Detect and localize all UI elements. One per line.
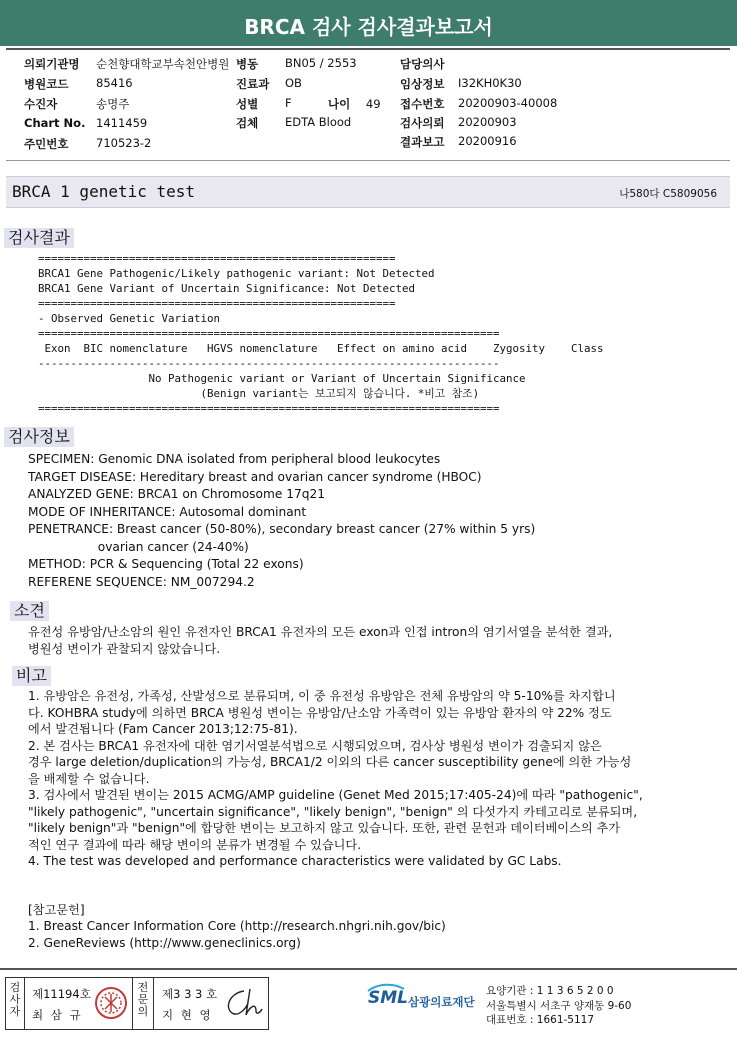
result-line-3: ======================================================= [38,297,396,310]
age-field [328,96,381,112]
specialist-license: 제3 3 3 호 [162,987,218,1001]
examiner-name: 최 삼 규 [32,1008,83,1022]
header-mid-value-3: EDTA Blood [285,115,352,129]
address-line-0: 요양기관 : 1 1 3 6 5 2 0 0 [486,985,614,997]
logo-swoosh-icon [366,983,406,993]
result-line-9: (Benign variant는 보고되지 않습니다. *비고 참조) [38,387,480,400]
header-left-value-1: 85416 [96,76,133,90]
age-label: 나이 [328,97,351,111]
header-mid-label-3: 검체 [236,116,259,130]
examiner-license: 제11194호 [32,987,91,1001]
remarks-line-5: 을 배제할 수 없습니다. [28,771,150,786]
info-line-5: ovarian cancer (24-40%) [28,539,249,554]
vertical-char-1: 사 [9,993,21,1006]
remarks-line-0: 1. 유방암은 유전성, 가족성, 산발성으로 분류되며, 이 중 유전성 유방암은 전체 유방암의 약 5-10%를 차지합니 [28,689,616,703]
remarks-line-3: 2. 본 검사는 BRCA1 유전자에 대한 염기서열분석법으로 시행되었으며, 검사상 병원성 변이가 검출되지 않은 [28,738,602,753]
header-mid-value-1: OB [285,76,302,90]
header-right-label-1: 임상정보 [400,77,445,91]
header-left-value-3: 1411459 [96,116,148,130]
examiner-vertical-label [8,982,22,1018]
references-list [28,918,446,952]
remarks-line-6: 3. 검사에서 발견된 변이는 2015 ACMG/AMP guideline (Genet Med 2015;17:405-24)에 따라 "pathogenic", [28,788,643,802]
header-right-label-0: 담당의사 [400,57,445,71]
org-name: 삼광의료재단 [408,995,475,1009]
info-line-3: MODE OF INHERITANCE: Autosomal dominant [28,504,307,519]
info-line-4: PENETRANCE: Breast cancer (50-80%), secondary breast cancer (27% within 5 yrs) [28,522,536,536]
header-left-value-0: 순천향대학교부속천안병원 [96,57,230,71]
header-left-label-4: 주민번호 [24,137,69,151]
result-line-5: ======================================================================= [38,327,500,340]
info-line-2: ANALYZED GENE: BRCA1 on Chromosome 17q21 [28,487,325,501]
vertical-char-2: 자 [9,1005,21,1018]
info-line-7: REFERENE SEQUENCE: NM_007294.2 [28,574,255,589]
specialist-name: 지 현 영 [162,1008,213,1022]
remarks-block [28,688,643,870]
sig-divider-1 [24,977,25,1030]
header-left-label-2: 수진자 [24,97,58,111]
result-line-1: BRCA1 Gene Pathogenic/Likely pathogenic variant: Not Detected [38,267,435,280]
remarks-line-2: 에서 발견됩니다 (Fam Cancer 2013;12:75-81). [28,722,298,736]
header-left-label-3: Chart No. [24,116,86,130]
test-code: 나580다 C5809056 [619,188,717,200]
header-right-value-2: 20200903-40008 [458,96,558,110]
opinion-block [28,624,612,657]
header-right-value-1: I32KH0K30 [458,76,522,90]
header-left-value-4: 710523-2 [96,136,152,150]
remarks-line-4: 경우 large deletion/duplication의 가능성, BRCA1/2 이외의 다른 cancer susceptibility gene에 의한 가능성 [28,755,632,769]
header-left-value-2: 송명주 [96,97,130,111]
header-top-rule [6,48,730,50]
result-line-10: ======================================================================= [38,402,500,415]
result-line-2: BRCA1 Gene Variant of Uncertain Significance: Not Detected [38,282,416,295]
header-right-value-3: 20200903 [458,115,517,129]
handwritten-signature [222,985,264,1021]
sml-logo: SML [368,988,408,1008]
info-line-6: METHOD: PCR & Sequencing (Total 22 exons) [28,557,304,571]
header-mid-label-2: 성별 [236,97,259,111]
header-mid-value-2: F [285,96,292,110]
result-line-8: No Pathogenic variant or Variant of Uncertain Significance [38,372,526,385]
org-address-block [486,984,631,1028]
header-mid-label-0: 병동 [236,57,259,71]
remarks-line-7: "likely pathogenic", "uncertain significance", "likely benign", "benign" 의 다섯가지 카테고리로 분류되며, [28,804,638,819]
result-heading: 검사결과 [4,228,74,248]
result-line-4: - Observed Genetic Variation [38,312,221,325]
report-title: BRCA 검사 검사결과보고서 [0,0,737,46]
result-line-7: ----------------------------------------------------------------------- [38,357,500,370]
result-line-0: ======================================================= [38,252,396,265]
header-bottom-rule [6,160,730,161]
info-heading: 검사정보 [4,427,74,447]
header-left-label-1: 병원코드 [24,77,69,91]
age-value: 49 [365,97,381,111]
reference-item-0: 1. Breast Cancer Information Core (http://research.nhgri.nih.gov/bic) [28,919,446,933]
sig-divider-3 [153,977,154,1030]
reference-item-1: 2. GeneReviews (http://www.geneclinics.org) [28,936,301,950]
header-left-label-0: 의뢰기관명 [24,57,80,71]
opinion-line-0: 유전성 유방암/난소암의 원인 유전자인 BRCA1 유전자의 모든 exon과 인접 intron의 염기서열을 분석한 결과, [28,625,613,639]
header-mid-label-1: 진료과 [236,77,270,91]
address-line-1: 서울특별시 서초구 양재동 9-60 [486,999,632,1012]
vertical-char-0: 검 [9,981,21,994]
header-right-label-4: 결과보고 [400,135,445,149]
result-block [38,251,604,416]
info-block [28,451,535,591]
vertical-char-2: 의 [137,1005,149,1018]
header-right-label-3: 검사의뢰 [400,116,445,130]
header-mid-value-0: BN05 / 2553 [285,56,357,70]
remarks-line-1: 다. KOHBRA study에 의하면 BRCA 병원성 변이는 유방암/난소암 가족력이 있는 유방암 환자의 약 22% 정도 [28,705,612,720]
address-line-2: 대표번호 : 1661-5117 [486,1014,595,1026]
info-line-1: TARGET DISEASE: Hereditary breast and ovarian cancer syndrome (HBOC) [28,469,482,484]
remarks-line-10: 4. The test was developed and performance characteristics were validated by GC Labs. [28,854,562,868]
opinion-line-1: 병원성 변이가 관찰되지 않았습니다. [28,641,221,656]
red-seal-stamp [93,983,129,1023]
header-right-label-2: 접수번호 [400,97,445,111]
vertical-char-1: 문 [137,993,149,1006]
header-right-value-4: 20200916 [458,134,517,148]
vertical-char-0: 전 [137,981,149,994]
result-line-6: Exon BIC nomenclature HGVS nomenclature Effect on amino acid Zygosity Class [38,342,604,355]
test-title: BRCA 1 genetic test [12,182,196,201]
remarks-line-9: 적인 연구 결과에 따라 해당 변이의 분류가 변경될 수 있습니다. [28,837,362,852]
remarks-heading: 비고 [12,666,51,686]
remarks-line-8: "likely benign"과 "benign"에 합당한 변이는 보고하지 않고 있습니다. 또한, 관련 문헌과 데이터베이스의 추가 [28,821,621,835]
info-line-0: SPECIMEN: Genomic DNA isolated from peripheral blood leukocytes [28,452,441,466]
specialist-vertical-label [136,982,150,1018]
opinion-heading: 소견 [10,601,49,621]
references-heading: [참고문헌] [28,903,85,917]
sig-divider-2 [132,977,133,1030]
